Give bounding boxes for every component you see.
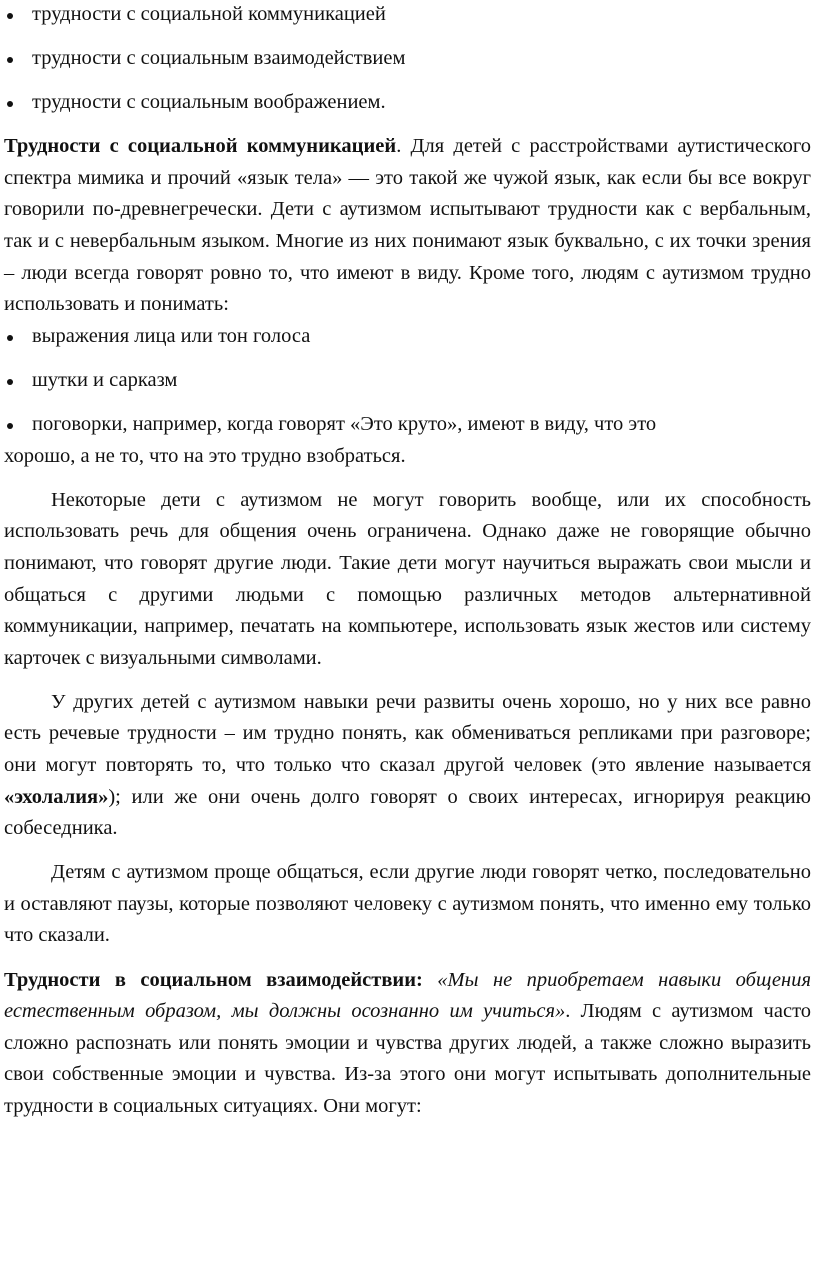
list-item-continuation: хорошо, а не то, что на это трудно взобраться. [4, 444, 406, 467]
list-item-first-line: поговорки, например, когда говорят «Это круто», имеют в виду, что это [32, 413, 657, 436]
paragraph-text: . Людям с аутизмом часто сложно распознать или понять эмоции и чувства других людей, а также сложно выразить свои собственные эмоции и чувства. Из-за этого они могут испытывать дополнительные трудности в социальных ситуациях. Они могут: [4, 1000, 812, 1117]
list-item: выражения лица или тон голоса [4, 321, 811, 353]
paragraph-text: ); или же они очень долго говорят о своих интересах, игнорируя реакцию собеседника. [4, 785, 811, 840]
paragraph-echolalia [4, 687, 811, 845]
list-item: трудности с социальным взаимодействием [4, 43, 811, 75]
list-item: трудности с социальным воображением. [4, 87, 811, 119]
bullet-list-middle [4, 321, 811, 472]
bullet-list-top [4, 0, 811, 119]
paragraph-text: . Для детей с расстройствами аутистического спектра мимика и прочий «язык тела» — это такой же чужой язык, как если бы все вокруг говорили по-древнегречески. Дети с аутизмом испытывают трудности как с вербальным, так и с невербальным языком. Многие из них понимают язык буквально, с их точки зрения – люди всегда говорят ровно то, что имеют в виду. Кроме того, людям с аутизмом трудно использовать и понимать: [4, 135, 811, 316]
section-heading-communication: Трудности с социальной коммуникацией [4, 135, 397, 158]
section-heading-interaction: Трудности в социальном взаимодействии: [4, 968, 423, 991]
paragraph-social-interaction [4, 965, 811, 1123]
term-echolalia: «эхолалия» [4, 785, 109, 808]
paragraph-nonverbal: Некоторые дети с аутизмом не могут говорить вообще, или их способность использовать речь для общения очень ограничена. Однако даже не говорящие обычно понимают, что говорят другие люди. Такие дети могут научиться выражать свои мысли и общаться с другими людьми с помощью различных методов альтернативной коммуникации, например, печатать на компьютере, использовать язык жестов или систему карточек с визуальными символами. [4, 488, 811, 669]
quote-text: «Мы не приобретаем навыки общения естественным образом, мы должны осознанно им учиться» [4, 968, 811, 1023]
paragraph-text: У других детей с аутизмом навыки речи развиты очень хорошо, но у них все равно есть речевые трудности – им трудно понять, как обмениваться репликами при разговоре; они могут повторять то, что только что сказал другой человек (это явление называется [4, 690, 811, 776]
paragraph-communication-tips: Детям с аутизмом проще общаться, если другие люди говорят четко, последовательно и оставляют паузы, которые позволяют человеку с аутизмом понять, что именно ему только что сказали. [4, 861, 811, 947]
list-item: шутки и сарказм [4, 365, 811, 397]
list-item: трудности с социальной коммуникацией [4, 0, 811, 31]
paragraph-social-communication [4, 131, 811, 321]
list-item [4, 409, 811, 472]
